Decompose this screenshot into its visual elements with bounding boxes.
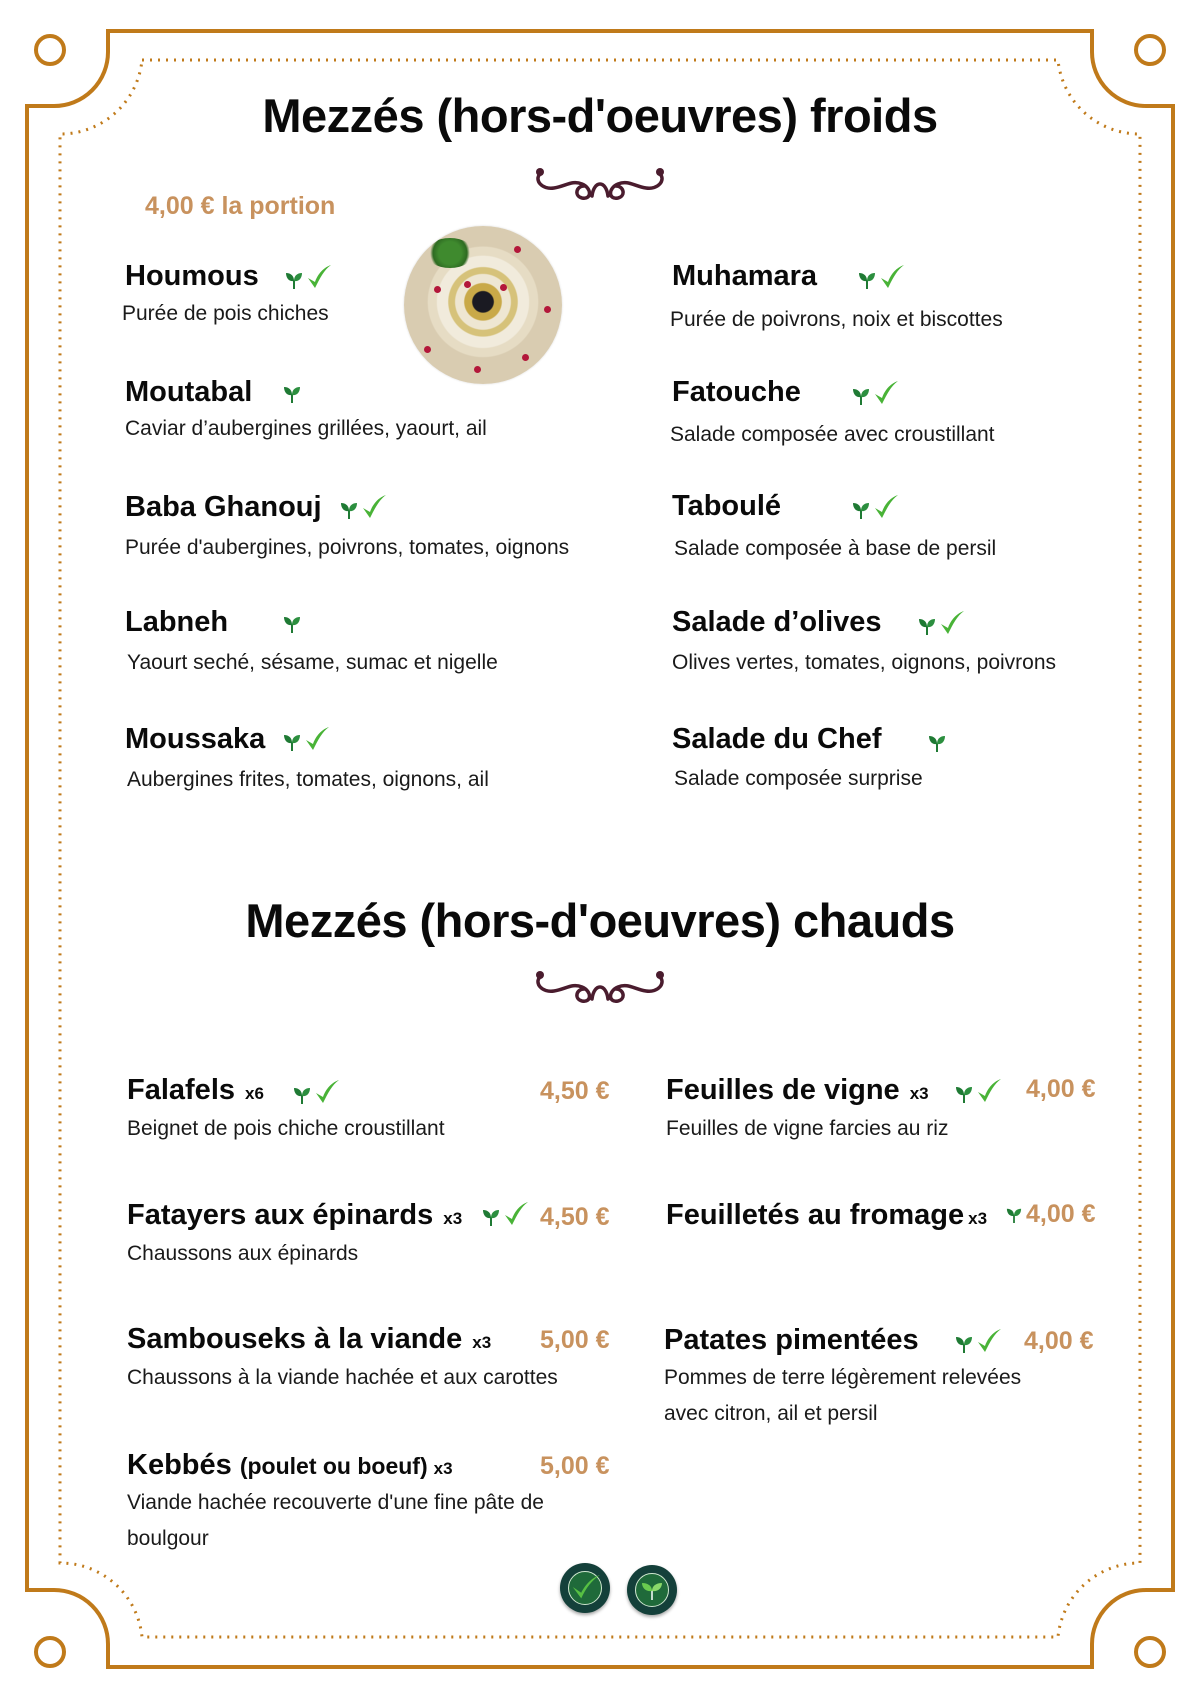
vegetarian-sprout-icon — [283, 614, 301, 634]
item-description: Salade composée avec croustillant — [670, 423, 995, 446]
item-name — [127, 1199, 462, 1232]
item-title: Feuilles de vigne — [666, 1074, 900, 1106]
pomegranate-seed — [500, 284, 507, 291]
item-name — [666, 1074, 929, 1107]
item-name: Taboulé — [672, 490, 782, 522]
item-price: 5,00 € — [540, 1452, 610, 1480]
diet-icons — [482, 1201, 529, 1227]
item-name — [127, 1449, 453, 1482]
item-description: Caviar d’aubergines grillées, yaourt, ail — [125, 417, 487, 440]
item-description: Salade composée surprise — [674, 767, 923, 790]
section-title-hot: Mezzés (hors-d'oeuvres) chauds — [245, 894, 955, 947]
diet-icons — [858, 264, 905, 290]
diet-icons — [852, 494, 899, 520]
vegetarian-sprout-icon — [955, 1084, 973, 1104]
leaves-icon — [640, 1578, 664, 1602]
item-description: Purée d'aubergines, poivrons, tomates, oignons — [125, 536, 570, 559]
item-quantity: x3 — [472, 1333, 492, 1352]
vegan-leaf-check-icon — [873, 494, 899, 520]
item-price: 4,50 € — [540, 1203, 610, 1231]
diet-icons — [918, 610, 965, 636]
item-description: Aubergines frites, tomates, oignons, ail — [127, 768, 489, 791]
vegetarian-sprout-icon — [283, 732, 301, 752]
diet-icons — [283, 384, 301, 404]
vegan-leaf-check-icon — [503, 1201, 529, 1227]
item-title: Sambouseks à la viande — [127, 1323, 463, 1355]
item-description: Purée de pois chiches — [122, 302, 329, 325]
vegetarian-badge — [627, 1565, 677, 1615]
vegan-leaf-check-icon — [976, 1078, 1002, 1104]
item-name: Moutabal — [125, 376, 253, 408]
item-description: Yaourt seché, sésame, sumac et nigelle — [127, 651, 498, 674]
vegan-leaf-check-icon — [306, 264, 332, 290]
pomegranate-seed — [424, 346, 431, 353]
vegan-friendly-badge — [560, 1563, 610, 1613]
item-description-line2: avec citron, ail et persil — [664, 1402, 878, 1425]
pomegranate-seed — [522, 354, 529, 361]
vegan-leaf-check-icon — [361, 494, 387, 520]
item-description: Feuilles de vigne farcies au riz — [666, 1117, 949, 1140]
vegetarian-sprout-icon — [852, 386, 870, 406]
hummus-photo — [404, 226, 562, 384]
item-description: Pommes de terre légèrement relevées — [664, 1366, 1022, 1389]
item-quantity: x3 — [909, 1084, 929, 1103]
item-price: 4,00 € — [1024, 1327, 1094, 1355]
vegan-leaf-check-icon — [873, 380, 899, 406]
ornament-divider-icon — [532, 963, 668, 1005]
item-name — [127, 1323, 491, 1356]
item-title: Kebbés — [127, 1449, 232, 1481]
diet-icons — [928, 733, 946, 753]
item-title: Fatayers aux épinards — [127, 1199, 434, 1231]
vegetarian-sprout-icon — [285, 270, 303, 290]
parsley-garnish — [426, 238, 474, 268]
pomegranate-seed — [544, 306, 551, 313]
item-name — [127, 1074, 264, 1107]
item-name: Fatouche — [672, 376, 801, 408]
vegetarian-sprout-icon — [482, 1207, 500, 1227]
item-description: Chaussons à la viande hachée et aux carottes — [127, 1366, 558, 1389]
item-price: 4,00 € — [1026, 1200, 1096, 1228]
diet-icons — [852, 380, 899, 406]
diet-icons — [283, 614, 301, 634]
item-description: Viande hachée recouverte d'une fine pâte de — [127, 1491, 544, 1514]
diet-icons — [340, 494, 387, 520]
item-name: Salade d’olives — [672, 606, 882, 638]
item-name — [666, 1199, 987, 1232]
diet-icons — [1006, 1206, 1022, 1224]
item-description: Chaussons aux épinards — [127, 1242, 359, 1265]
item-price: 5,00 € — [540, 1326, 610, 1354]
item-name: Labneh — [125, 606, 229, 638]
item-description: Beignet de pois chiche croustillant — [127, 1117, 445, 1140]
item-name — [664, 1324, 919, 1357]
item-description: Purée de poivrons, noix et biscottes — [670, 308, 1003, 331]
pomegranate-seed — [514, 246, 521, 253]
vegetarian-sprout-icon — [340, 500, 358, 520]
item-quantity: x6 — [245, 1084, 264, 1103]
section-title-cold: Mezzés (hors-d'oeuvres) froids — [262, 89, 938, 142]
item-name: Muhamara — [672, 260, 818, 292]
item-quantity: x3 — [968, 1209, 988, 1228]
vegetarian-sprout-icon — [283, 384, 301, 404]
diet-icons — [955, 1078, 1002, 1104]
vegetarian-sprout-icon — [858, 270, 876, 290]
item-name: Houmous — [125, 260, 259, 292]
item-title: Patates pimentées — [664, 1324, 919, 1356]
portion-price: 4,00 € la portion — [145, 192, 336, 220]
vegetarian-sprout-icon — [928, 733, 946, 753]
item-name: Baba Ghanouj — [125, 491, 322, 523]
diet-icons — [955, 1328, 1002, 1354]
vegetarian-sprout-icon — [955, 1334, 973, 1354]
vegetarian-badge-icon — [635, 1573, 669, 1607]
diet-icons — [293, 1079, 340, 1105]
pomegranate-seed — [464, 281, 471, 288]
vegan-leaf-check-icon — [314, 1079, 340, 1105]
item-description: Salade composée à base de persil — [674, 537, 997, 560]
item-price: 4,50 € — [540, 1077, 610, 1105]
item-quantity: x3 — [443, 1209, 463, 1228]
item-title: Feuilletés au fromage — [666, 1199, 965, 1231]
vegetarian-sprout-icon — [918, 616, 936, 636]
check-leaf-icon — [569, 1573, 601, 1603]
item-subtitle: (poulet ou boeuf) — [239, 1453, 428, 1479]
vegetarian-sprout-icon — [293, 1085, 311, 1105]
item-price: 4,00 € — [1026, 1075, 1096, 1103]
vegan-leaf-check-icon — [304, 726, 330, 752]
vegan-leaf-check-icon — [976, 1328, 1002, 1354]
item-quantity: x3 — [433, 1459, 453, 1478]
item-description: Olives vertes, tomates, oignons, poivrons — [672, 651, 1057, 674]
item-name: Moussaka — [125, 723, 266, 755]
diet-icons — [285, 264, 332, 290]
vegetarian-sprout-icon — [852, 500, 870, 520]
vegetarian-sprout-icon — [1006, 1206, 1022, 1224]
vegan-leaf-check-icon — [879, 264, 905, 290]
diet-icons — [283, 726, 330, 752]
item-description-line2: boulgour — [127, 1527, 209, 1550]
item-title: Falafels — [127, 1074, 235, 1106]
pomegranate-seed — [474, 366, 481, 373]
ornament-divider-icon — [532, 160, 668, 202]
vegan-badge-icon — [568, 1571, 602, 1605]
pomegranate-seed — [434, 286, 441, 293]
item-name: Salade du Chef — [672, 723, 882, 755]
vegan-leaf-check-icon — [939, 610, 965, 636]
